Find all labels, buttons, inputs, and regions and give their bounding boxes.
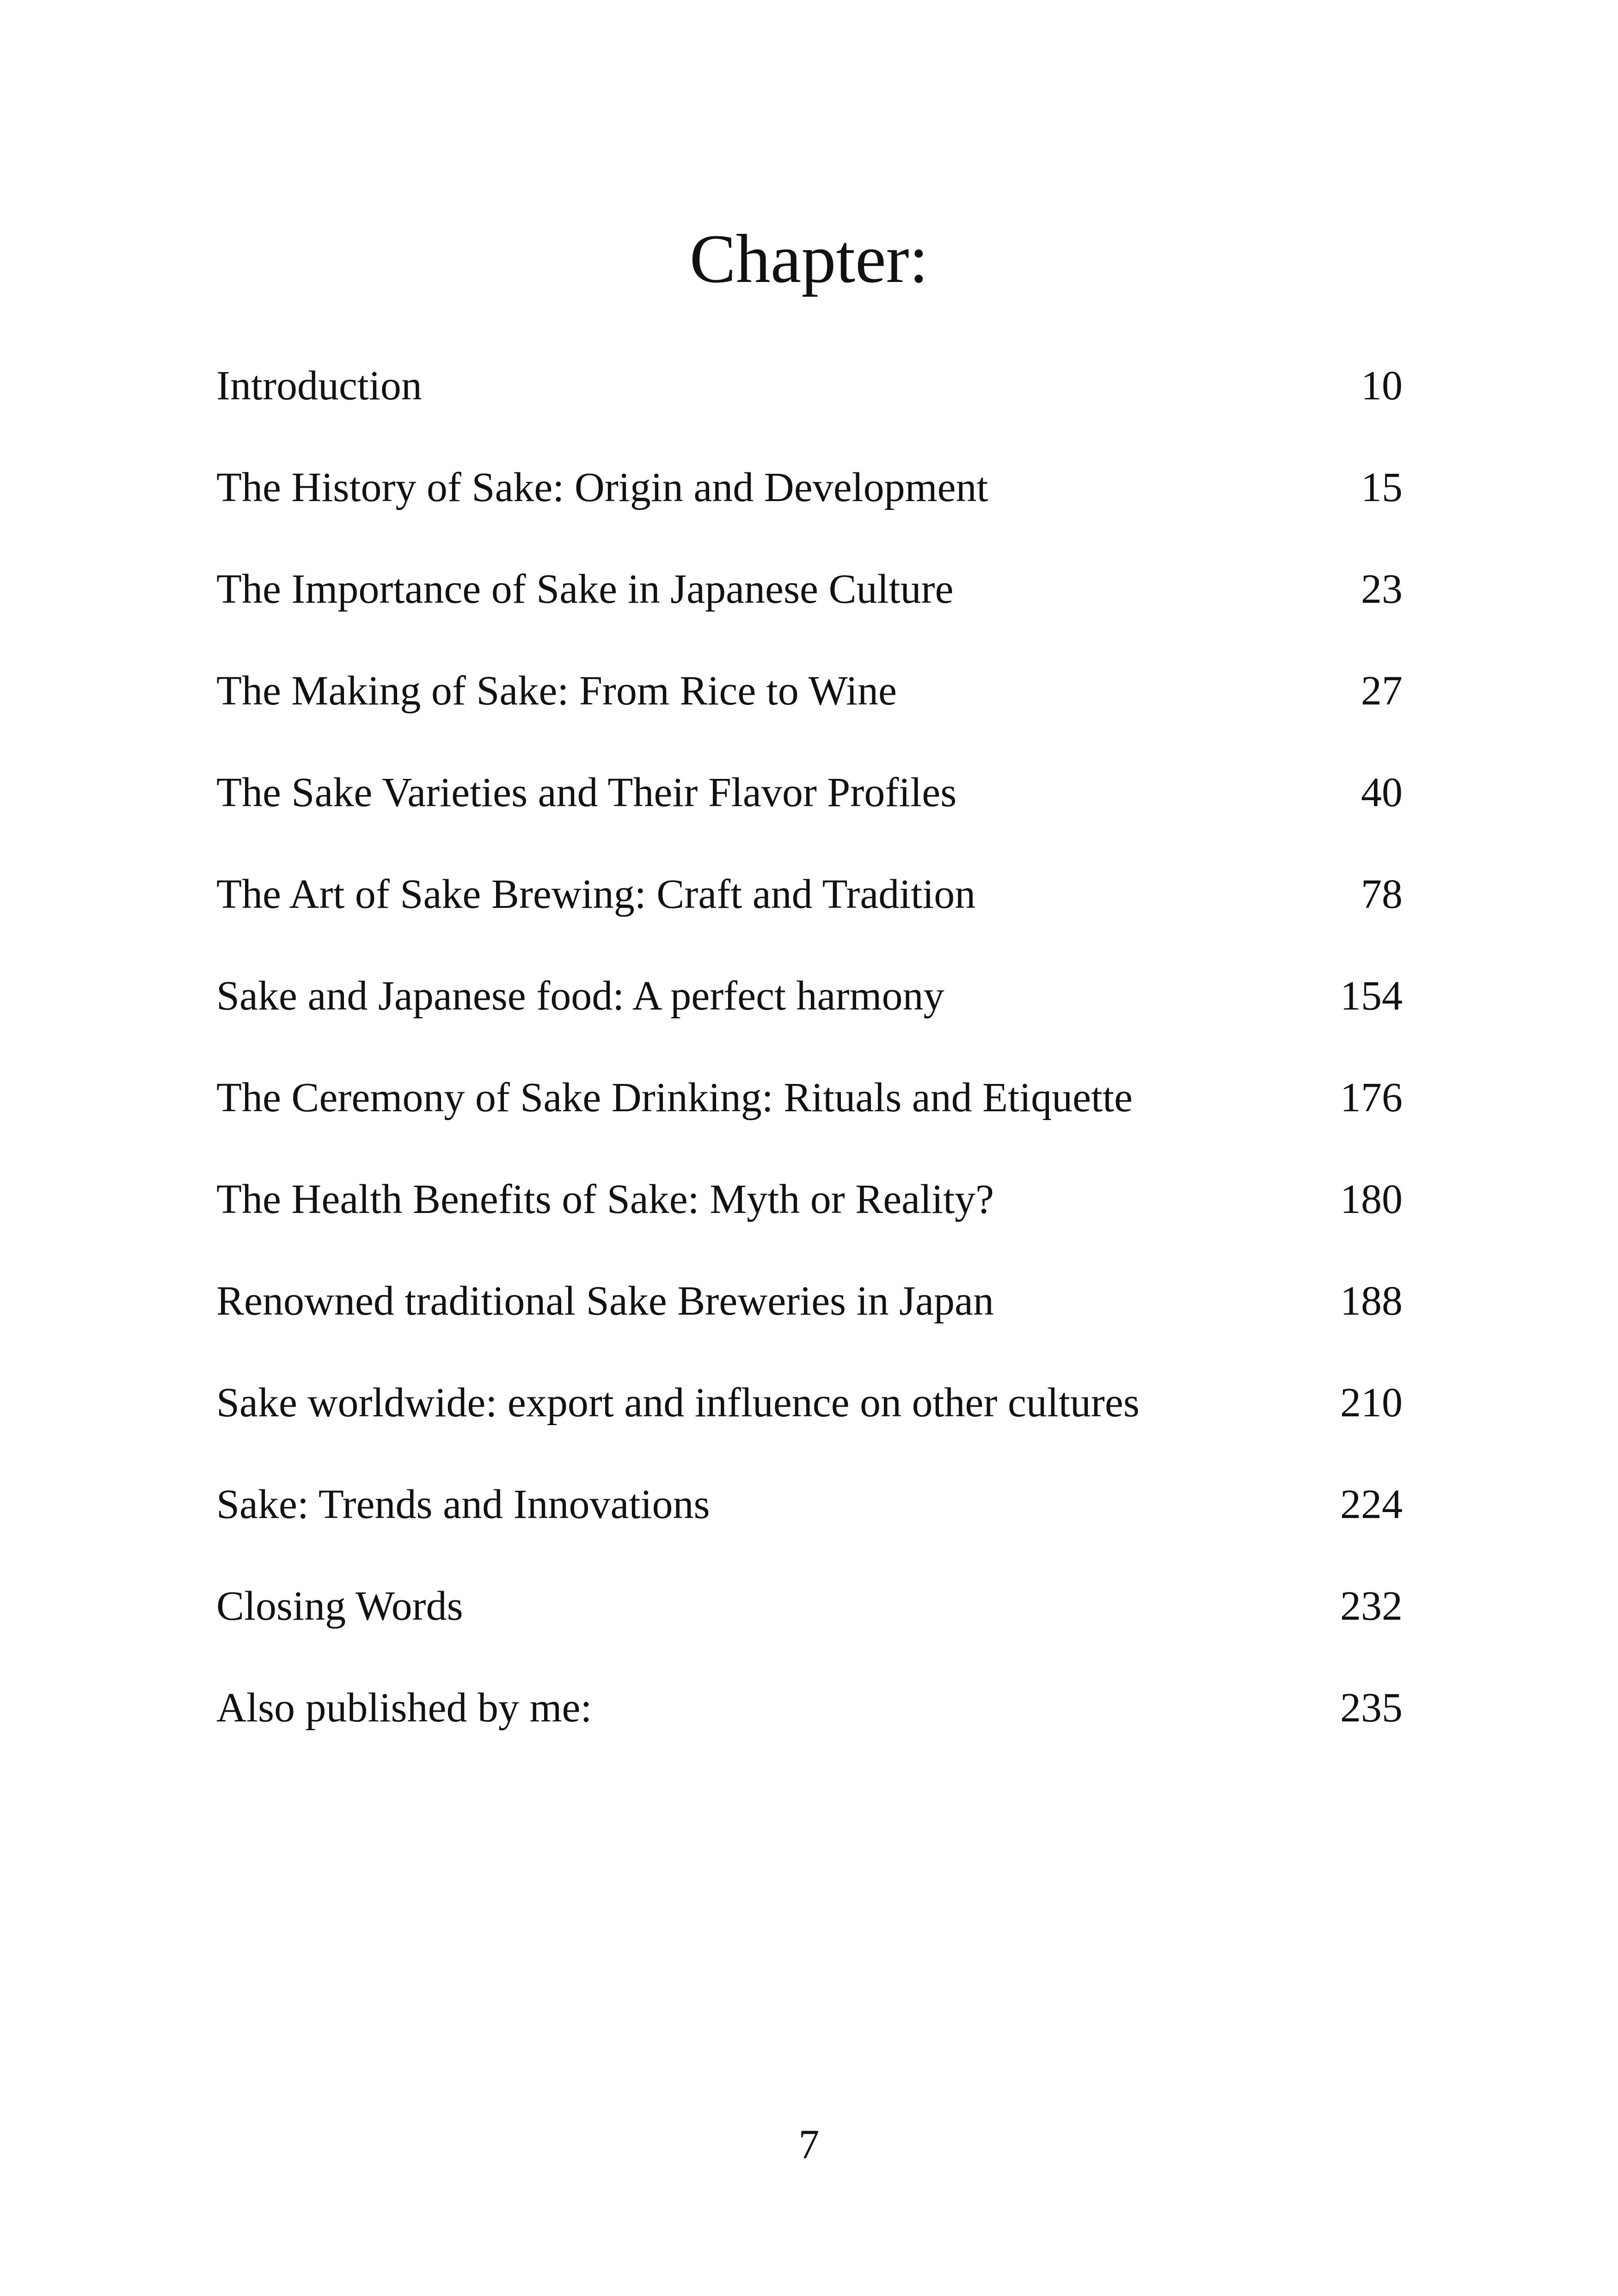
toc-entry bbox=[216, 1678, 1403, 1780]
toc-entry-page: 232 bbox=[1340, 1583, 1403, 1629]
toc-entry-page: 27 bbox=[1361, 668, 1403, 714]
toc-entry-title: Sake and Japanese food: A perfect harmony bbox=[216, 973, 944, 1019]
table-of-contents bbox=[216, 356, 1403, 1780]
page-title: Chapter: bbox=[689, 220, 929, 297]
toc-entry-page: 23 bbox=[1361, 566, 1403, 612]
toc-entry bbox=[216, 356, 1403, 458]
toc-entry-page: 176 bbox=[1340, 1075, 1403, 1120]
toc-entry-title: The Importance of Sake in Japanese Culture bbox=[216, 566, 954, 612]
toc-entry bbox=[216, 458, 1403, 559]
toc-entry bbox=[216, 1169, 1403, 1271]
toc-entry bbox=[216, 1373, 1403, 1475]
toc-entry bbox=[216, 1475, 1403, 1576]
toc-entry-title: Renowned traditional Sake Breweries in Japan bbox=[216, 1278, 994, 1324]
toc-entry bbox=[216, 966, 1403, 1068]
toc-entry-title: Sake: Trends and Innovations bbox=[216, 1482, 710, 1527]
toc-entry-page: 188 bbox=[1340, 1278, 1403, 1324]
toc-entry-title: Sake worldwide: export and influence on other cultures bbox=[216, 1380, 1140, 1426]
toc-entry-title: The History of Sake: Origin and Development bbox=[216, 465, 988, 510]
toc-entry bbox=[216, 1271, 1403, 1373]
toc-entry bbox=[216, 1576, 1403, 1678]
toc-entry-page: 180 bbox=[1340, 1176, 1403, 1222]
toc-entry-title: Closing Words bbox=[216, 1583, 463, 1629]
toc-entry bbox=[216, 864, 1403, 966]
toc-entry bbox=[216, 559, 1403, 661]
toc-entry-page: 154 bbox=[1340, 973, 1403, 1019]
toc-entry-page: 78 bbox=[1361, 871, 1403, 917]
toc-entry-page: 210 bbox=[1340, 1380, 1403, 1426]
toc-entry-title: The Sake Varieties and Their Flavor Profiles bbox=[216, 770, 957, 815]
toc-entry-page: 10 bbox=[1361, 363, 1403, 409]
toc-entry-page: 15 bbox=[1361, 465, 1403, 510]
toc-entry-page: 224 bbox=[1340, 1482, 1403, 1527]
toc-entry bbox=[216, 763, 1403, 864]
toc-entry-title: Also published by me: bbox=[216, 1685, 592, 1731]
toc-entry-title: The Health Benefits of Sake: Myth or Reality? bbox=[216, 1176, 994, 1222]
toc-entry-title: The Art of Sake Brewing: Craft and Tradition bbox=[216, 871, 976, 917]
toc-entry bbox=[216, 661, 1403, 763]
toc-entry bbox=[216, 1068, 1403, 1169]
page-number: 7 bbox=[798, 2122, 820, 2167]
toc-entry-title: Introduction bbox=[216, 363, 422, 409]
toc-entry-title: The Ceremony of Sake Drinking: Rituals and Etiquette bbox=[216, 1075, 1133, 1120]
toc-entry-page: 40 bbox=[1361, 770, 1403, 815]
toc-entry-page: 235 bbox=[1340, 1685, 1403, 1731]
toc-entry-title: The Making of Sake: From Rice to Wine bbox=[216, 668, 897, 714]
